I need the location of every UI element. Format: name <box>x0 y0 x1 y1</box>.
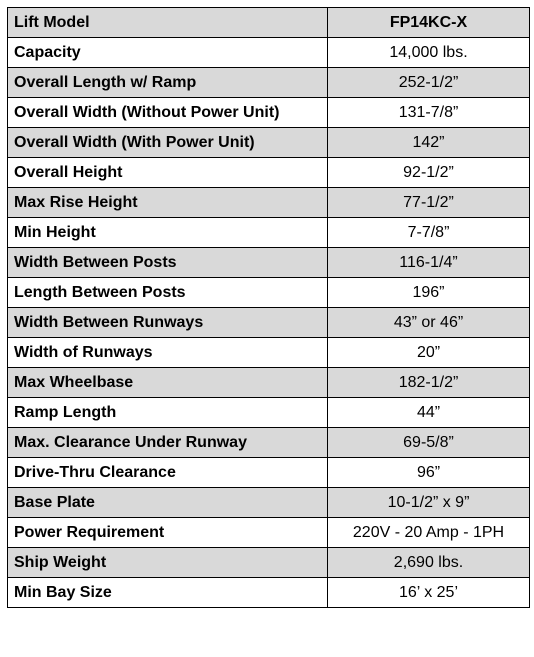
spec-label: Width of Runways <box>8 338 328 368</box>
spec-value: 7-7/8” <box>328 218 530 248</box>
spec-value: 96” <box>328 458 530 488</box>
header-label-cell: Lift Model <box>8 8 328 38</box>
spec-label: Capacity <box>8 38 328 68</box>
spec-label: Ramp Length <box>8 398 328 428</box>
spec-label: Width Between Posts <box>8 248 328 278</box>
table-row <box>8 188 530 218</box>
table-row <box>8 248 530 278</box>
spec-label: Min Height <box>8 218 328 248</box>
table-row <box>8 158 530 188</box>
table-row <box>8 338 530 368</box>
spec-label: Base Plate <box>8 488 328 518</box>
table-row <box>8 278 530 308</box>
spec-value: 142” <box>328 128 530 158</box>
table-row <box>8 218 530 248</box>
spec-label: Max Wheelbase <box>8 368 328 398</box>
spec-label: Overall Height <box>8 158 328 188</box>
spec-label: Power Requirement <box>8 518 328 548</box>
table-row <box>8 488 530 518</box>
spec-value: 20” <box>328 338 530 368</box>
spec-label: Max. Clearance Under Runway <box>8 428 328 458</box>
table-row <box>8 38 530 68</box>
spec-label: Overall Length w/ Ramp <box>8 68 328 98</box>
spec-value: 44” <box>328 398 530 428</box>
lift-spec-table <box>7 7 530 608</box>
table-row <box>8 368 530 398</box>
spec-label: Width Between Runways <box>8 308 328 338</box>
spec-label: Length Between Posts <box>8 278 328 308</box>
table-row <box>8 98 530 128</box>
spec-label: Min Bay Size <box>8 578 328 608</box>
spec-value: 10-1/2” x 9” <box>328 488 530 518</box>
spec-value: 2,690 lbs. <box>328 548 530 578</box>
spec-value: 69-5/8” <box>328 428 530 458</box>
spec-label: Overall Width (Without Power Unit) <box>8 98 328 128</box>
table-row <box>8 578 530 608</box>
spec-value: 116-1/4” <box>328 248 530 278</box>
table-row <box>8 458 530 488</box>
spec-value: 182-1/2” <box>328 368 530 398</box>
table-row <box>8 428 530 458</box>
table-row <box>8 308 530 338</box>
table-row <box>8 548 530 578</box>
spec-value: 16’ x 25’ <box>328 578 530 608</box>
spec-label: Ship Weight <box>8 548 328 578</box>
header-model-cell: FP14KC-X <box>328 8 530 38</box>
spec-value: 92-1/2” <box>328 158 530 188</box>
spec-value: 131-7/8” <box>328 98 530 128</box>
spec-value: 220V - 20 Amp - 1PH <box>328 518 530 548</box>
spec-value: 77-1/2” <box>328 188 530 218</box>
table-header-row <box>8 8 530 38</box>
table-row <box>8 128 530 158</box>
spec-value: 14,000 lbs. <box>328 38 530 68</box>
table-row <box>8 518 530 548</box>
table-row <box>8 398 530 428</box>
spec-label: Drive-Thru Clearance <box>8 458 328 488</box>
spec-label: Overall Width (With Power Unit) <box>8 128 328 158</box>
spec-value: 196” <box>328 278 530 308</box>
spec-value: 252-1/2” <box>328 68 530 98</box>
spec-label: Max Rise Height <box>8 188 328 218</box>
table-row <box>8 68 530 98</box>
spec-value: 43” or 46” <box>328 308 530 338</box>
